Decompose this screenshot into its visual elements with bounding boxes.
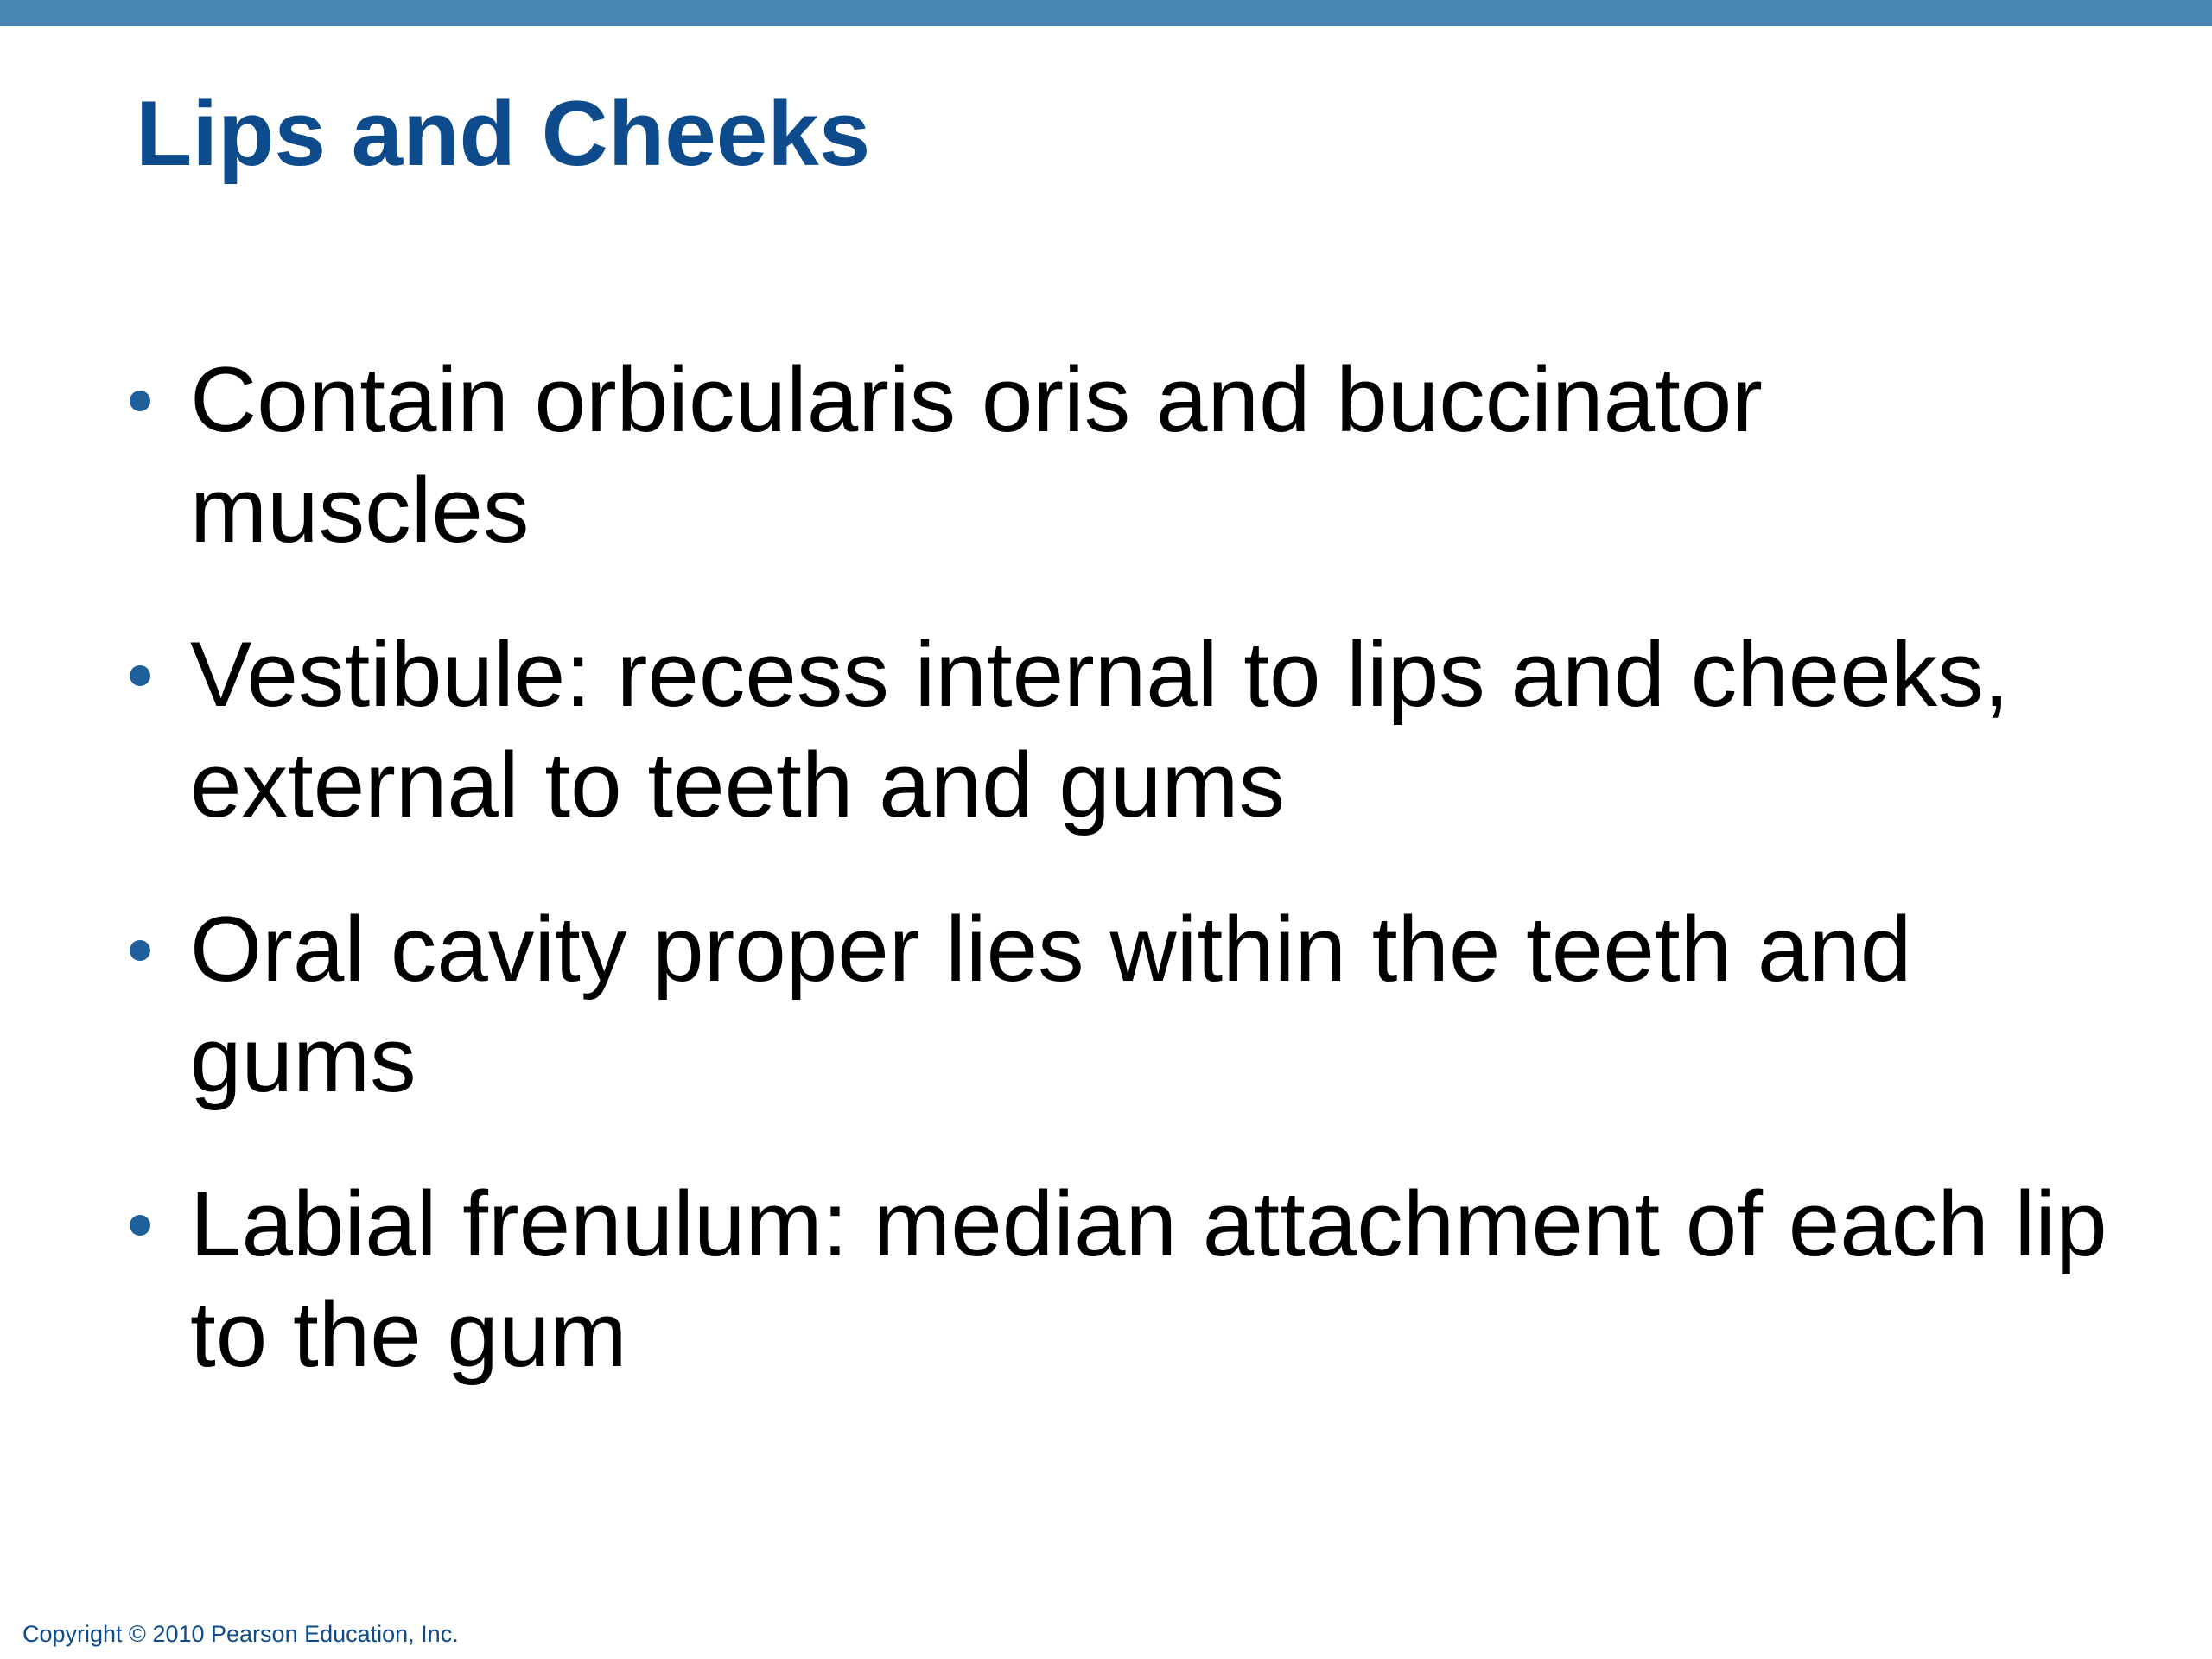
- bullet-list: [130, 344, 2117, 1443]
- top-accent-bar: [0, 0, 2212, 26]
- copyright-notice: Copyright © 2010 Pearson Education, Inc.: [22, 1621, 459, 1647]
- bullet-item: [130, 893, 2117, 1115]
- bullet-dot-icon: [130, 665, 150, 686]
- bullet-item: [130, 344, 2117, 565]
- bullet-text: Labial frenulum: median attachment of each lip to the gum: [190, 1172, 2107, 1386]
- bullet-item: [130, 1168, 2117, 1389]
- slide-title: Lips and Cheeks: [136, 81, 871, 185]
- bullet-dot-icon: [130, 940, 150, 961]
- bullet-text: Vestibule: recess internal to lips and cheeks, external to teeth and gums: [190, 622, 2010, 836]
- bullet-item: [130, 619, 2117, 840]
- bullet-text: Contain orbicularis oris and buccinator muscles: [190, 347, 1763, 562]
- bullet-dot-icon: [130, 1215, 150, 1236]
- bullet-text: Oral cavity proper lies within the teeth and gums: [190, 897, 1912, 1111]
- bullet-dot-icon: [130, 391, 150, 411]
